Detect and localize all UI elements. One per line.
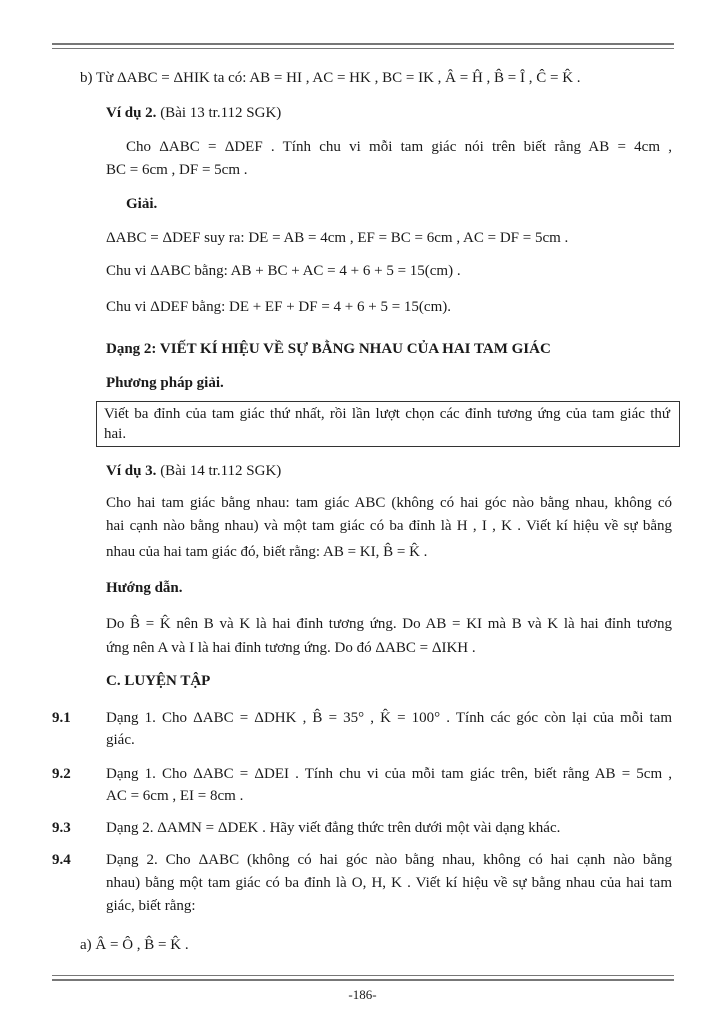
example-2-heading: [106, 103, 281, 123]
example-2-label: Ví dụ 2.: [106, 105, 157, 121]
exercise-9-3-line-1: Dạng 2. ΔAMN = ΔDEK . Hãy viết đẳng thức trên dưới một vài dạng khác.: [106, 820, 561, 836]
exercise-number: 9.1: [52, 710, 71, 726]
method-heading: Phương pháp giải.: [106, 375, 224, 391]
exercise-9-2-line-1: Dạng 1. Cho ΔABC = ΔDEI . Tính chu vi của mỗi tam giác trên, biết rằng AB = 5cm ,: [106, 766, 672, 782]
exercise-9-1-line-2: giác.: [106, 732, 135, 748]
solution-line-3: Chu vi ΔDEF bằng: DE + EF + DF = 4 + 6 + 5 = 15(cm).: [106, 299, 451, 315]
method-box-line-2: hai.: [104, 426, 127, 442]
exercise-9-4-line-3: giác, biết rằng:: [106, 898, 196, 914]
guide-line-2: ứng nên A và I là hai đỉnh tương ứng. Do đó ΔABC = ΔIKH .: [106, 640, 476, 656]
line-b: b) Từ ΔABC = ΔHIK ta có: AB = HI , AC = HK , BC = IK , Â = Ĥ , B̂ = Î , Ĉ = K̂ .: [80, 70, 581, 86]
exercise-9-4-line-1: Dạng 2. Cho ΔABC (không có hai góc nào bằng nhau, không có hai cạnh nào bằng: [106, 852, 672, 868]
example-2-text-2: BC = 6cm , DF = 5cm .: [106, 162, 248, 178]
solution-heading: Giải.: [126, 196, 158, 212]
footer-rule: [52, 975, 674, 981]
exercise-number: 9.4: [52, 852, 71, 868]
example-2-ref: (Bài 13 tr.112 SGK): [156, 105, 282, 121]
example-2-text-1: Cho ΔABC = ΔDEF . Tính chu vi mỗi tam giác nói trên biết rằng AB = 4cm ,: [126, 139, 672, 155]
solution-line-1: ΔABC = ΔDEF suy ra: DE = AB = 4cm , EF = BC = 6cm , AC = DF = 5cm .: [106, 230, 569, 246]
example-3-heading: [106, 461, 281, 481]
exercise-9-2-line-2: AC = 6cm , EI = 8cm .: [106, 788, 244, 804]
guide-line-1: Do B̂ = K̂ nên B và K là hai đỉnh tương ứng. Do AB = KI mà B và K là hai đỉnh tương: [106, 616, 672, 632]
example-3-line-1: Cho hai tam giác bằng nhau: tam giác ABC (không có hai góc nào bằng nhau, không có: [106, 495, 672, 511]
page-number: -186-: [348, 987, 377, 1002]
guide-heading: Hướng dẫn.: [106, 580, 183, 596]
exercise-number: 9.2: [52, 766, 71, 782]
line-a: a) Â = Ô , B̂ = K̂ .: [80, 937, 189, 953]
section-dang-2-title: Dạng 2: VIẾT KÍ HIỆU VỀ SỰ BẰNG NHAU CỦA HAI TAM GIÁC: [106, 341, 551, 357]
method-box-line-1: Viết ba đỉnh của tam giác thứ nhất, rồi lần lượt chọn các đỉnh tương ứng của tam giác thứ: [104, 406, 670, 422]
section-c-title: C. LUYỆN TẬP: [106, 673, 211, 689]
example-3-line-3: nhau của hai tam giác đó, biết rằng: AB = KI, B̂ = K̂ .: [106, 544, 428, 560]
header-rule: [52, 43, 674, 49]
exercise-number: 9.3: [52, 820, 71, 836]
example-3-ref: (Bài 14 tr.112 SGK): [156, 463, 282, 479]
exercise-9-4-line-2: nhau) bằng một tam giác có ba đỉnh là O, H, K . Viết kí hiệu về sự bằng nhau của hai tam: [106, 875, 672, 891]
example-3-label: Ví dụ 3.: [106, 463, 157, 479]
example-3-line-2: hai cạnh nào bằng nhau) và một tam giác có ba đỉnh là H , I , K . Viết kí hiệu về sự bằng: [106, 518, 672, 534]
solution-line-2: Chu vi ΔABC bằng: AB + BC + AC = 4 + 6 + 5 = 15(cm) .: [106, 263, 461, 279]
exercise-9-1-line-1: Dạng 1. Cho ΔABC = ΔDHK , B̂ = 35° , K̂ = 100° . Tính các góc còn lại của mỗi tam: [106, 710, 672, 726]
